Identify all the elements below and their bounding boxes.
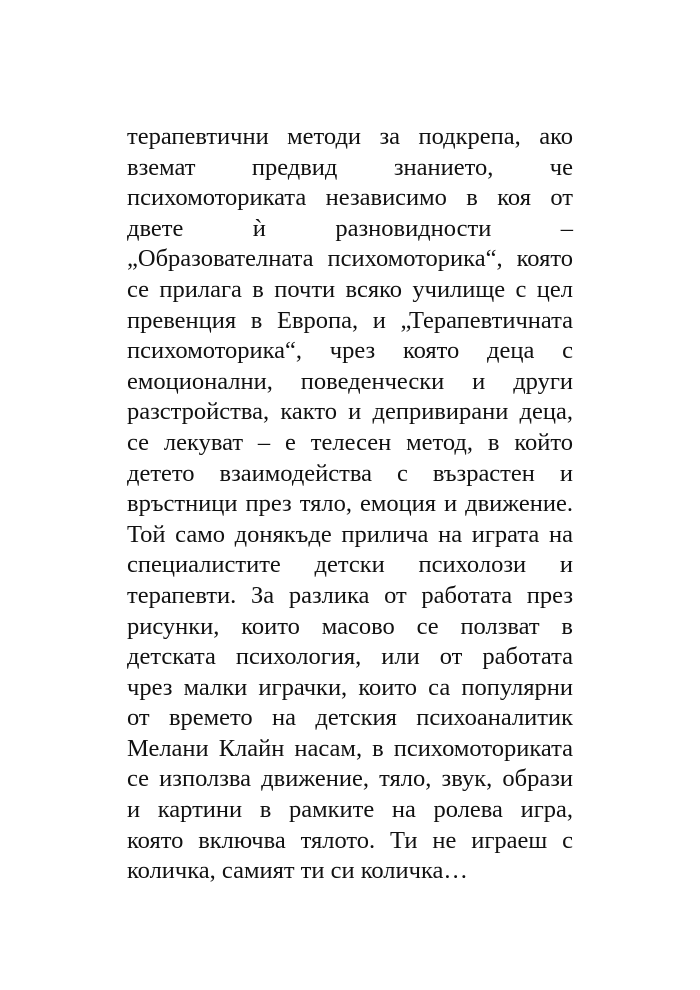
text-line: двете ѝ разновидности –	[127, 214, 573, 242]
text-line: терапевти. За разлика от работата през	[127, 581, 573, 609]
text-line: детската психология, или от работата	[127, 643, 573, 671]
text-line: превенция в Европа, и „Терапевтичната	[127, 306, 573, 334]
text-line: се използва движение, тяло, звук, образи	[127, 765, 573, 793]
text-line: и картини в рамките на ролева игра,	[127, 796, 573, 824]
body-paragraph	[127, 122, 573, 887]
text-line: Той само донякъде прилича на играта на	[127, 520, 573, 548]
text-line: Мелани Клайн насам, в психомоториката	[127, 734, 573, 762]
text-line: която включва тялото. Ти не играеш с	[127, 826, 573, 854]
text-line: специалистите детски психолози и	[127, 551, 573, 579]
text-line: количка, самият ти си количка…	[127, 857, 468, 885]
text-line: психомоториката независимо в коя от	[127, 184, 573, 212]
text-line: от времето на детския психоаналитик	[127, 704, 573, 732]
text-line: разстройства, както и депривирани деца,	[127, 398, 573, 426]
text-line: емоционални, поведенчески и други	[127, 367, 573, 395]
text-line: се прилага в почти всяко училище с цел	[127, 275, 573, 303]
text-line: се лекуват – е телесен метод, в който	[127, 428, 573, 456]
text-line: психомоторика“, чрез която деца с	[127, 337, 573, 365]
text-line: детето взаимодейства с възрастен и	[127, 459, 573, 487]
text-line: връстници през тяло, емоция и движение.	[127, 490, 573, 518]
text-line: чрез малки играчки, които са популярни	[127, 673, 573, 701]
text-line: терапевтични методи за подкрепа, ако	[127, 123, 573, 150]
text-line: рисунки, които масово се ползват в	[127, 612, 573, 640]
text-line: „Образователната психомоторика“, която	[127, 245, 573, 273]
text-line: вземат предвид знанието, че	[127, 153, 573, 181]
